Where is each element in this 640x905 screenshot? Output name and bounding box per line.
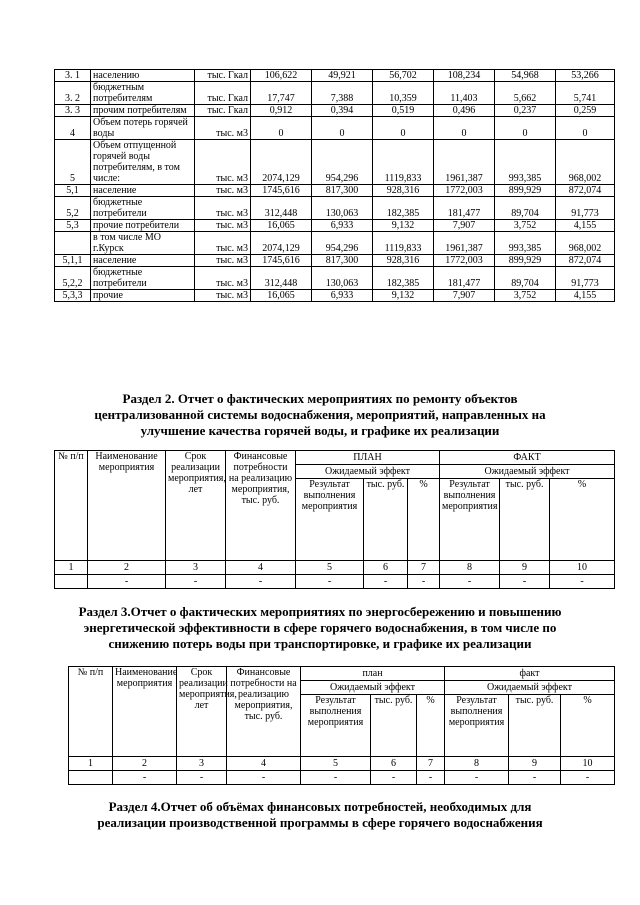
s3-dash-row bbox=[69, 771, 615, 785]
s3-empty-cell: - bbox=[561, 771, 615, 785]
row-label-cell: население bbox=[91, 185, 195, 197]
s3-header-effect-plan: Ожидаемый эффект bbox=[301, 681, 445, 695]
s2-header-fin: Финансовые потребности на реализацию мероприятия, тыс. руб. bbox=[226, 451, 296, 561]
value-cell: 53,266 bbox=[556, 70, 615, 82]
row-number-cell: 5,3 bbox=[55, 220, 91, 232]
value-cell: 7,907 bbox=[434, 220, 495, 232]
value-cell: 89,704 bbox=[495, 197, 556, 220]
s2-column-number-5: 5 bbox=[296, 561, 364, 575]
s2-header-num: № п/п bbox=[55, 451, 88, 561]
s3-header-rub-fact: тыс. руб. bbox=[509, 695, 561, 757]
table-row bbox=[55, 290, 615, 302]
value-cell: 2074,129 bbox=[251, 140, 312, 185]
s3-column-number-4: 4 bbox=[227, 757, 301, 771]
s3-column-number-9: 9 bbox=[509, 757, 561, 771]
value-cell: 0 bbox=[312, 117, 373, 140]
row-number-cell: 3. 2 bbox=[55, 82, 91, 105]
s3-header-pct-fact: % bbox=[561, 695, 615, 757]
row-number-cell: 3. 3 bbox=[55, 105, 91, 117]
s2-header-plan: ПЛАН bbox=[296, 451, 440, 465]
value-cell: 0,394 bbox=[312, 105, 373, 117]
section3-table bbox=[68, 666, 615, 785]
value-cell: 2074,129 bbox=[251, 232, 312, 255]
row-label-cell: населению bbox=[91, 70, 195, 82]
value-cell: 9,132 bbox=[373, 220, 434, 232]
s3-number-row bbox=[69, 757, 615, 771]
value-cell: 11,403 bbox=[434, 82, 495, 105]
value-cell: 928,316 bbox=[373, 255, 434, 267]
s2-column-number-1: 1 bbox=[55, 561, 88, 575]
value-cell: 89,704 bbox=[495, 267, 556, 290]
table-row bbox=[55, 232, 615, 255]
section2-title-line2: централизованной системы водоснабжения, мероприятий, направленных на bbox=[94, 407, 546, 422]
s2-column-number-4: 4 bbox=[226, 561, 296, 575]
value-cell: 5,741 bbox=[556, 82, 615, 105]
s3-column-number-6: 6 bbox=[371, 757, 417, 771]
row-label-cell: прочие bbox=[91, 290, 195, 302]
table-row bbox=[55, 70, 615, 82]
value-cell: 9,132 bbox=[373, 290, 434, 302]
row-label-cell: Объем отпущенной горячей воды потребителям, в том числе: bbox=[91, 140, 195, 185]
s3-header-result-plan: Результат выполнения мероприятия bbox=[301, 695, 371, 757]
s2-column-number-7: 7 bbox=[408, 561, 440, 575]
value-cell: 993,385 bbox=[495, 140, 556, 185]
row-number-cell: 5,3,3 bbox=[55, 290, 91, 302]
value-cell: 0 bbox=[556, 117, 615, 140]
value-cell: 108,234 bbox=[434, 70, 495, 82]
value-cell: 0 bbox=[434, 117, 495, 140]
s3-column-number-10: 10 bbox=[561, 757, 615, 771]
s2-dash-row bbox=[55, 575, 615, 589]
s2-column-number-8: 8 bbox=[440, 561, 500, 575]
value-cell: 1772,003 bbox=[434, 255, 495, 267]
value-cell: 49,921 bbox=[312, 70, 373, 82]
value-cell: 7,907 bbox=[434, 290, 495, 302]
value-cell: 4,155 bbox=[556, 290, 615, 302]
s2-empty-cell: - bbox=[296, 575, 364, 589]
s3-header-num: № п/п bbox=[69, 667, 113, 757]
section3-title-line1: Раздел 3.Отчет о фактических мероприятиях по энергосбережению и повышению bbox=[78, 604, 562, 619]
table-row bbox=[55, 255, 615, 267]
row-number-cell: 5,1,1 bbox=[55, 255, 91, 267]
value-cell: 4,155 bbox=[556, 220, 615, 232]
value-cell: 928,316 bbox=[373, 185, 434, 197]
row-label-cell: бюджетные потребители bbox=[91, 267, 195, 290]
row-label-cell: население bbox=[91, 255, 195, 267]
value-cell: 181,477 bbox=[434, 267, 495, 290]
section4-title bbox=[0, 799, 640, 831]
s3-empty-cell: - bbox=[301, 771, 371, 785]
value-cell: 7,388 bbox=[312, 82, 373, 105]
value-cell: 0,237 bbox=[495, 105, 556, 117]
s2-empty-cell bbox=[55, 575, 88, 589]
value-cell: 3,752 bbox=[495, 220, 556, 232]
s3-header-plan: план bbox=[301, 667, 445, 681]
s2-header-fact: ФАКТ bbox=[440, 451, 615, 465]
value-cell: 817,300 bbox=[312, 255, 373, 267]
value-cell: 817,300 bbox=[312, 185, 373, 197]
s2-empty-cell: - bbox=[166, 575, 226, 589]
table-row bbox=[55, 267, 615, 290]
unit-cell: тыс. м3 bbox=[195, 290, 251, 302]
value-cell: 1961,387 bbox=[434, 140, 495, 185]
s3-header-fin: Финансовые потребности на реализацию мероприятия, тыс. руб. bbox=[227, 667, 301, 757]
s2-header-pct-plan: % bbox=[408, 479, 440, 561]
value-cell: 91,773 bbox=[556, 267, 615, 290]
section3-title-line3: снижению потерь воды при транспортировке, и графике их реализации bbox=[108, 636, 532, 651]
s2-column-number-3: 3 bbox=[166, 561, 226, 575]
value-cell: 10,359 bbox=[373, 82, 434, 105]
s3-empty-cell: - bbox=[177, 771, 227, 785]
s2-header-term: Срок реализации мероприятия, лет bbox=[166, 451, 226, 561]
s3-header-effect-fact: Ожидаемый эффект bbox=[445, 681, 615, 695]
value-cell: 17,747 bbox=[251, 82, 312, 105]
s2-column-number-10: 10 bbox=[550, 561, 615, 575]
row-label-cell: Объем потерь горячей воды bbox=[91, 117, 195, 140]
unit-cell: тыс. Гкал bbox=[195, 105, 251, 117]
value-cell: 0 bbox=[251, 117, 312, 140]
section2-title-line1: Раздел 2. Отчет о фактических мероприятиях по ремонту объектов bbox=[122, 391, 518, 406]
s3-empty-cell: - bbox=[113, 771, 177, 785]
value-cell: 993,385 bbox=[495, 232, 556, 255]
unit-cell: тыс. м3 bbox=[195, 232, 251, 255]
table-row bbox=[55, 220, 615, 232]
table-row bbox=[55, 82, 615, 105]
value-cell: 0,519 bbox=[373, 105, 434, 117]
volume-table-body bbox=[55, 70, 615, 302]
s3-empty-cell: - bbox=[509, 771, 561, 785]
section2-table bbox=[54, 450, 615, 589]
s2-column-number-6: 6 bbox=[364, 561, 408, 575]
s3-column-number-5: 5 bbox=[301, 757, 371, 771]
s3-header-fact: факт bbox=[445, 667, 615, 681]
s2-empty-cell: - bbox=[364, 575, 408, 589]
value-cell: 5,662 bbox=[495, 82, 556, 105]
value-cell: 3,752 bbox=[495, 290, 556, 302]
s2-header-rub-fact: тыс. руб. bbox=[500, 479, 550, 561]
unit-cell: тыс. Гкал bbox=[195, 70, 251, 82]
row-label-cell: бюджетным потребителям bbox=[91, 82, 195, 105]
value-cell: 1119,833 bbox=[373, 140, 434, 185]
table-row bbox=[55, 185, 615, 197]
value-cell: 1961,387 bbox=[434, 232, 495, 255]
value-cell: 6,933 bbox=[312, 290, 373, 302]
s2-empty-cell: - bbox=[440, 575, 500, 589]
value-cell: 312,448 bbox=[251, 197, 312, 220]
s2-column-number-2: 2 bbox=[88, 561, 166, 575]
value-cell: 872,074 bbox=[556, 185, 615, 197]
unit-cell: тыс. м3 bbox=[195, 267, 251, 290]
row-number-cell: 4 bbox=[55, 117, 91, 140]
value-cell: 130,063 bbox=[312, 267, 373, 290]
s3-empty-cell: - bbox=[227, 771, 301, 785]
table-row bbox=[55, 117, 615, 140]
unit-cell: тыс. м3 bbox=[195, 220, 251, 232]
unit-cell: тыс. м3 bbox=[195, 185, 251, 197]
unit-cell: тыс. м3 bbox=[195, 140, 251, 185]
section3-title-line2: энергетической эффективности в сфере горячего водоснабжения, в том числе по bbox=[83, 620, 557, 635]
value-cell: 181,477 bbox=[434, 197, 495, 220]
s3-column-number-2: 2 bbox=[113, 757, 177, 771]
s2-empty-cell: - bbox=[88, 575, 166, 589]
row-number-cell: 5,1 bbox=[55, 185, 91, 197]
value-cell: 954,296 bbox=[312, 140, 373, 185]
value-cell: 0,259 bbox=[556, 105, 615, 117]
value-cell: 954,296 bbox=[312, 232, 373, 255]
value-cell: 130,063 bbox=[312, 197, 373, 220]
s3-header-name: Наименование мероприятия bbox=[113, 667, 177, 757]
value-cell: 968,002 bbox=[556, 232, 615, 255]
row-label-cell: в том числе МО г.Курск bbox=[91, 232, 195, 255]
value-cell: 899,929 bbox=[495, 255, 556, 267]
s2-column-number-9: 9 bbox=[500, 561, 550, 575]
row-number-cell bbox=[55, 232, 91, 255]
unit-cell: тыс. м3 bbox=[195, 255, 251, 267]
volume-table bbox=[54, 69, 615, 302]
s3-empty-cell bbox=[69, 771, 113, 785]
s3-column-number-1: 1 bbox=[69, 757, 113, 771]
value-cell: 182,385 bbox=[373, 267, 434, 290]
section4-title-line2: реализации производственной программы в сфере горячего водоснабжения bbox=[97, 815, 543, 830]
value-cell: 1745,616 bbox=[251, 255, 312, 267]
row-label-cell: прочие потребители bbox=[91, 220, 195, 232]
s3-header-pct-plan: % bbox=[417, 695, 445, 757]
value-cell: 54,968 bbox=[495, 70, 556, 82]
value-cell: 106,622 bbox=[251, 70, 312, 82]
row-number-cell: 5,2 bbox=[55, 197, 91, 220]
section2-title bbox=[0, 391, 640, 439]
s2-header-effect-fact: Ожидаемый эффект bbox=[440, 465, 615, 479]
unit-cell: тыс. м3 bbox=[195, 197, 251, 220]
row-label-cell: бюджетные потребители bbox=[91, 197, 195, 220]
row-label-cell: прочим потребителям bbox=[91, 105, 195, 117]
value-cell: 1745,616 bbox=[251, 185, 312, 197]
s3-header-term: Срок реализации мероприятия, лет bbox=[177, 667, 227, 757]
section2-title-line3: улучшение качества горячей воды, и графике их реализации bbox=[140, 423, 500, 438]
s3-empty-cell: - bbox=[445, 771, 509, 785]
s3-column-number-8: 8 bbox=[445, 757, 509, 771]
section4-title-line1: Раздел 4.Отчет об объёмах финансовых потребностей, необходимых для bbox=[108, 799, 532, 814]
value-cell: 6,933 bbox=[312, 220, 373, 232]
table-row bbox=[55, 105, 615, 117]
unit-cell: тыс. Гкал bbox=[195, 82, 251, 105]
value-cell: 0 bbox=[373, 117, 434, 140]
value-cell: 16,065 bbox=[251, 290, 312, 302]
value-cell: 1772,003 bbox=[434, 185, 495, 197]
s2-empty-cell: - bbox=[500, 575, 550, 589]
s2-header-rub-plan: тыс. руб. bbox=[364, 479, 408, 561]
s2-empty-cell: - bbox=[550, 575, 615, 589]
value-cell: 872,074 bbox=[556, 255, 615, 267]
value-cell: 0 bbox=[495, 117, 556, 140]
s3-column-number-7: 7 bbox=[417, 757, 445, 771]
s2-header-pct-fact: % bbox=[550, 479, 615, 561]
value-cell: 968,002 bbox=[556, 140, 615, 185]
value-cell: 1119,833 bbox=[373, 232, 434, 255]
table-row bbox=[55, 197, 615, 220]
unit-cell: тыс. м3 bbox=[195, 117, 251, 140]
s2-empty-cell: - bbox=[226, 575, 296, 589]
s2-header-effect-plan: Ожидаемый эффект bbox=[296, 465, 440, 479]
section3-title bbox=[0, 604, 640, 652]
s2-empty-cell: - bbox=[408, 575, 440, 589]
value-cell: 0,496 bbox=[434, 105, 495, 117]
s3-header-result-fact: Результат выполнения мероприятия bbox=[445, 695, 509, 757]
s3-empty-cell: - bbox=[371, 771, 417, 785]
row-number-cell: 5 bbox=[55, 140, 91, 185]
value-cell: 0,912 bbox=[251, 105, 312, 117]
s3-empty-cell: - bbox=[417, 771, 445, 785]
value-cell: 312,448 bbox=[251, 267, 312, 290]
s3-column-number-3: 3 bbox=[177, 757, 227, 771]
s2-number-row bbox=[55, 561, 615, 575]
value-cell: 91,773 bbox=[556, 197, 615, 220]
value-cell: 56,702 bbox=[373, 70, 434, 82]
value-cell: 16,065 bbox=[251, 220, 312, 232]
table-row bbox=[55, 140, 615, 185]
s3-header-rub-plan: тыс. руб. bbox=[371, 695, 417, 757]
s2-header-name: Наименование мероприятия bbox=[88, 451, 166, 561]
row-number-cell: 5,2,2 bbox=[55, 267, 91, 290]
value-cell: 182,385 bbox=[373, 197, 434, 220]
value-cell: 899,929 bbox=[495, 185, 556, 197]
s2-header-result-plan: Результат выполнения мероприятия bbox=[296, 479, 364, 561]
s2-header-result-fact: Результат выполнения мероприятия bbox=[440, 479, 500, 561]
row-number-cell: 3. 1 bbox=[55, 70, 91, 82]
